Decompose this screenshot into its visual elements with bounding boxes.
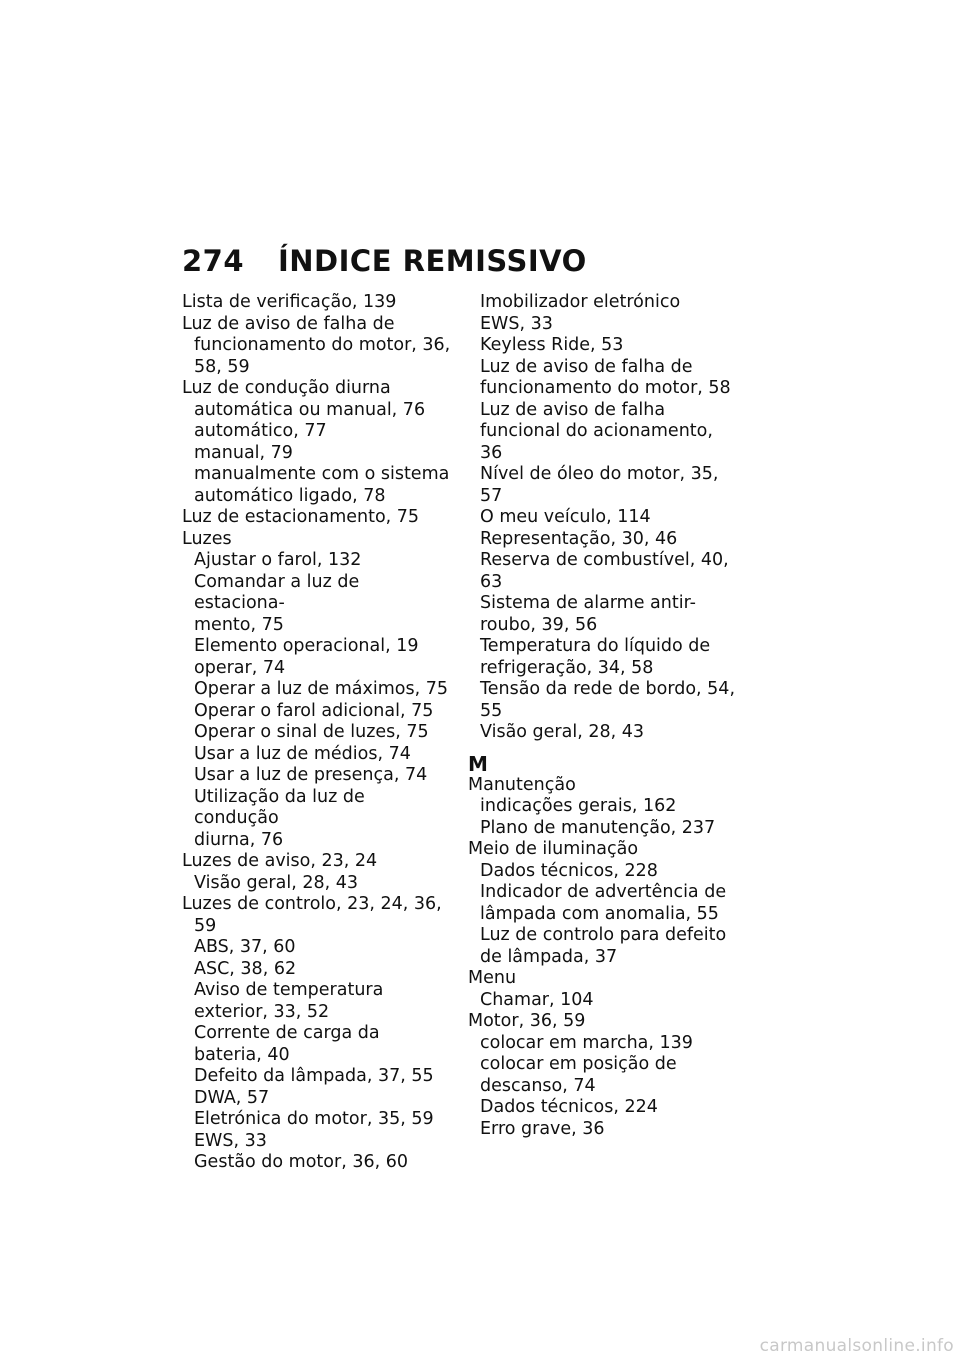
index-subentry <box>468 1119 738 1141</box>
index-line: Tensão da rede de bordo, 54, <box>480 679 736 699</box>
index-line: Luz de aviso de falha <box>480 399 666 420</box>
index-subentry <box>182 658 452 680</box>
index-line: Nível de óleo do motor, 35, <box>480 464 719 484</box>
index-subentry <box>182 765 452 787</box>
index-subentry <box>182 1088 452 1110</box>
index-subentry <box>468 1054 738 1097</box>
index-line: 57 <box>480 485 503 506</box>
index-line: Elemento operacional, 19 <box>194 636 419 656</box>
index-line: manualmente com o sistema <box>194 464 450 484</box>
index-subentry <box>468 292 738 335</box>
index-line: funcional do acionamento, 36 <box>480 421 713 463</box>
index-line: EWS, 33 <box>194 1130 267 1151</box>
index-entry <box>182 314 452 379</box>
index-line: Operar o farol adicional, 75 <box>194 700 434 721</box>
page-title: ÍNDICE REMISSIVO <box>278 244 587 278</box>
index-line: Menu <box>468 968 517 988</box>
index-line: de lâmpada, 37 <box>480 946 618 967</box>
index-entry <box>468 775 738 797</box>
index-line: Plano de manutenção, 237 <box>480 817 716 838</box>
index-line: EWS, 33 <box>480 313 553 334</box>
index-entry <box>468 968 738 990</box>
index-line: Manutenção <box>468 774 576 795</box>
index-line: 63 <box>480 571 503 592</box>
index-subentry <box>182 572 452 637</box>
index-subentry <box>182 421 452 443</box>
index-subentry <box>468 925 738 968</box>
index-line: Operar o sinal de luzes, 75 <box>194 722 429 742</box>
index-line: funcionamento do motor, 58 <box>480 378 731 398</box>
index-line: Aviso de temperatura <box>194 980 384 1000</box>
index-subentry <box>182 550 452 572</box>
index-line: Lista de verificação, 139 <box>182 292 397 312</box>
index-subentry <box>182 937 452 959</box>
index-subentry <box>468 636 738 679</box>
watermark: carmanualsonline.info <box>759 1336 954 1356</box>
index-entry <box>182 292 452 314</box>
index-line: operar, 74 <box>194 657 286 678</box>
index-line: 55 <box>480 700 503 721</box>
index-line: Operar a luz de máximos, 75 <box>194 679 449 699</box>
index-subentry <box>182 636 452 658</box>
index-line: indicações gerais, 162 <box>480 796 677 816</box>
index-entry <box>182 529 452 551</box>
index-subentry <box>182 1131 452 1153</box>
index-subentry <box>468 818 738 840</box>
index-line: Ajustar o farol, 132 <box>194 550 362 570</box>
index-line: ASC, 38, 62 <box>194 958 297 979</box>
index-line: Eletrónica do motor, 35, 59 <box>194 1109 434 1129</box>
index-entry <box>468 1011 738 1033</box>
index-subentry <box>468 464 738 507</box>
index-subentry <box>182 464 452 507</box>
index-subentry <box>182 679 452 701</box>
index-line: descanso, 74 <box>480 1075 596 1096</box>
index-subentry <box>182 787 452 852</box>
index-subentry <box>182 744 452 766</box>
index-subentry <box>182 1152 452 1174</box>
index-subentry <box>468 796 738 818</box>
index-subentry <box>468 679 738 722</box>
index-subentry <box>182 1109 452 1131</box>
index-line: manual, 79 <box>194 442 293 463</box>
index-line: bateria, 40 <box>194 1044 290 1065</box>
index-line: Temperatura do líquido de <box>480 636 711 656</box>
index-line: funcionamento do motor, 36, <box>194 335 451 355</box>
index-line: Motor, 36, 59 <box>468 1011 586 1031</box>
index-line: Gestão do motor, 36, 60 <box>194 1152 408 1172</box>
index-entry <box>182 507 452 529</box>
page-number: 274 <box>182 244 245 278</box>
index-subentry <box>182 1023 452 1066</box>
page-header <box>182 244 587 278</box>
index-line: diurna, 76 <box>194 829 284 850</box>
index-subentry <box>468 529 738 551</box>
index-subentry <box>468 722 738 744</box>
index-subentry <box>468 507 738 529</box>
index-line: DWA, 57 <box>194 1087 270 1108</box>
index-line: Meio de iluminação <box>468 839 639 859</box>
index-line: mento, 75 <box>194 614 284 635</box>
index-line: Luzes de controlo, 23, 24, 36, <box>182 894 442 914</box>
index-line: Luz de aviso de falha de <box>182 313 395 334</box>
index-line: lâmpada com anomalia, 55 <box>480 903 719 924</box>
index-line: 59 <box>194 915 217 936</box>
index-line: Erro grave, 36 <box>480 1118 605 1139</box>
index-line: 58, 59 <box>194 356 250 377</box>
index-line: Comandar a luz de estaciona- <box>194 571 360 613</box>
index-line: refrigeração, 34, 58 <box>480 657 654 678</box>
index-line: Luz de condução diurna <box>182 378 391 398</box>
index-letter-heading: M <box>468 751 488 776</box>
index-subentry <box>182 701 452 723</box>
index-line: automático ligado, 78 <box>194 485 386 506</box>
index-subentry <box>182 959 452 981</box>
index-line: Luz de controlo para defeito <box>480 925 727 945</box>
index-line: Luz de aviso de falha de <box>480 356 693 377</box>
index-line: Indicador de advertência de <box>480 882 727 902</box>
index-subentry <box>182 722 452 744</box>
index-subentry <box>468 861 738 883</box>
index-line: Defeito da lâmpada, 37, 55 <box>194 1066 434 1086</box>
index-line: automática ou manual, 76 <box>194 399 426 420</box>
index-line: Imobilizador eletrónico <box>480 292 681 312</box>
index-line: Sistema de alarme antir- <box>480 593 696 613</box>
index-subentry <box>182 873 452 895</box>
index-line: roubo, 39, 56 <box>480 614 598 635</box>
index-subentry <box>468 882 738 925</box>
index-subentry <box>468 357 738 400</box>
index-column-right <box>468 292 738 1140</box>
index-line: Visão geral, 28, 43 <box>480 722 645 742</box>
index-subentry <box>182 980 452 1023</box>
index-entry <box>182 894 452 937</box>
index-line: ABS, 37, 60 <box>194 937 296 957</box>
index-line: Dados técnicos, 228 <box>480 860 658 881</box>
index-line: O meu veículo, 114 <box>480 507 651 527</box>
index-line: Luzes <box>182 528 232 549</box>
index-line: colocar em posição de <box>480 1054 677 1074</box>
index-line: Usar a luz de presença, 74 <box>194 765 428 785</box>
index-subentry <box>468 1033 738 1055</box>
index-line: Luzes de aviso, 23, 24 <box>182 851 378 871</box>
index-subentry <box>468 335 738 357</box>
index-entry <box>182 851 452 873</box>
index-subentry <box>468 990 738 1012</box>
index-entry <box>182 378 452 400</box>
index-line: Utilização da luz de condução <box>194 786 365 828</box>
index-line: Dados técnicos, 224 <box>480 1097 658 1117</box>
index-entry <box>468 839 738 861</box>
index-line: automático, 77 <box>194 421 327 441</box>
index-column-left <box>182 292 452 1174</box>
index-subentry <box>182 443 452 465</box>
index-line: colocar em marcha, 139 <box>480 1032 693 1053</box>
index-subentry <box>182 400 452 422</box>
index-subentry <box>468 1097 738 1119</box>
index-line: Representação, 30, 46 <box>480 528 678 549</box>
index-subentry <box>468 593 738 636</box>
index-subentry <box>468 550 738 593</box>
index-subentry <box>468 400 738 465</box>
index-line: Chamar, 104 <box>480 989 594 1010</box>
index-line: Usar a luz de médios, 74 <box>194 743 411 764</box>
index-line: Luz de estacionamento, 75 <box>182 507 420 527</box>
index-line: Corrente de carga da <box>194 1023 380 1043</box>
index-line: exterior, 33, 52 <box>194 1001 330 1022</box>
index-line: Visão geral, 28, 43 <box>194 872 359 893</box>
index-line: Keyless Ride, 53 <box>480 335 624 355</box>
index-line: Reserva de combustível, 40, <box>480 550 729 570</box>
index-subentry <box>182 1066 452 1088</box>
